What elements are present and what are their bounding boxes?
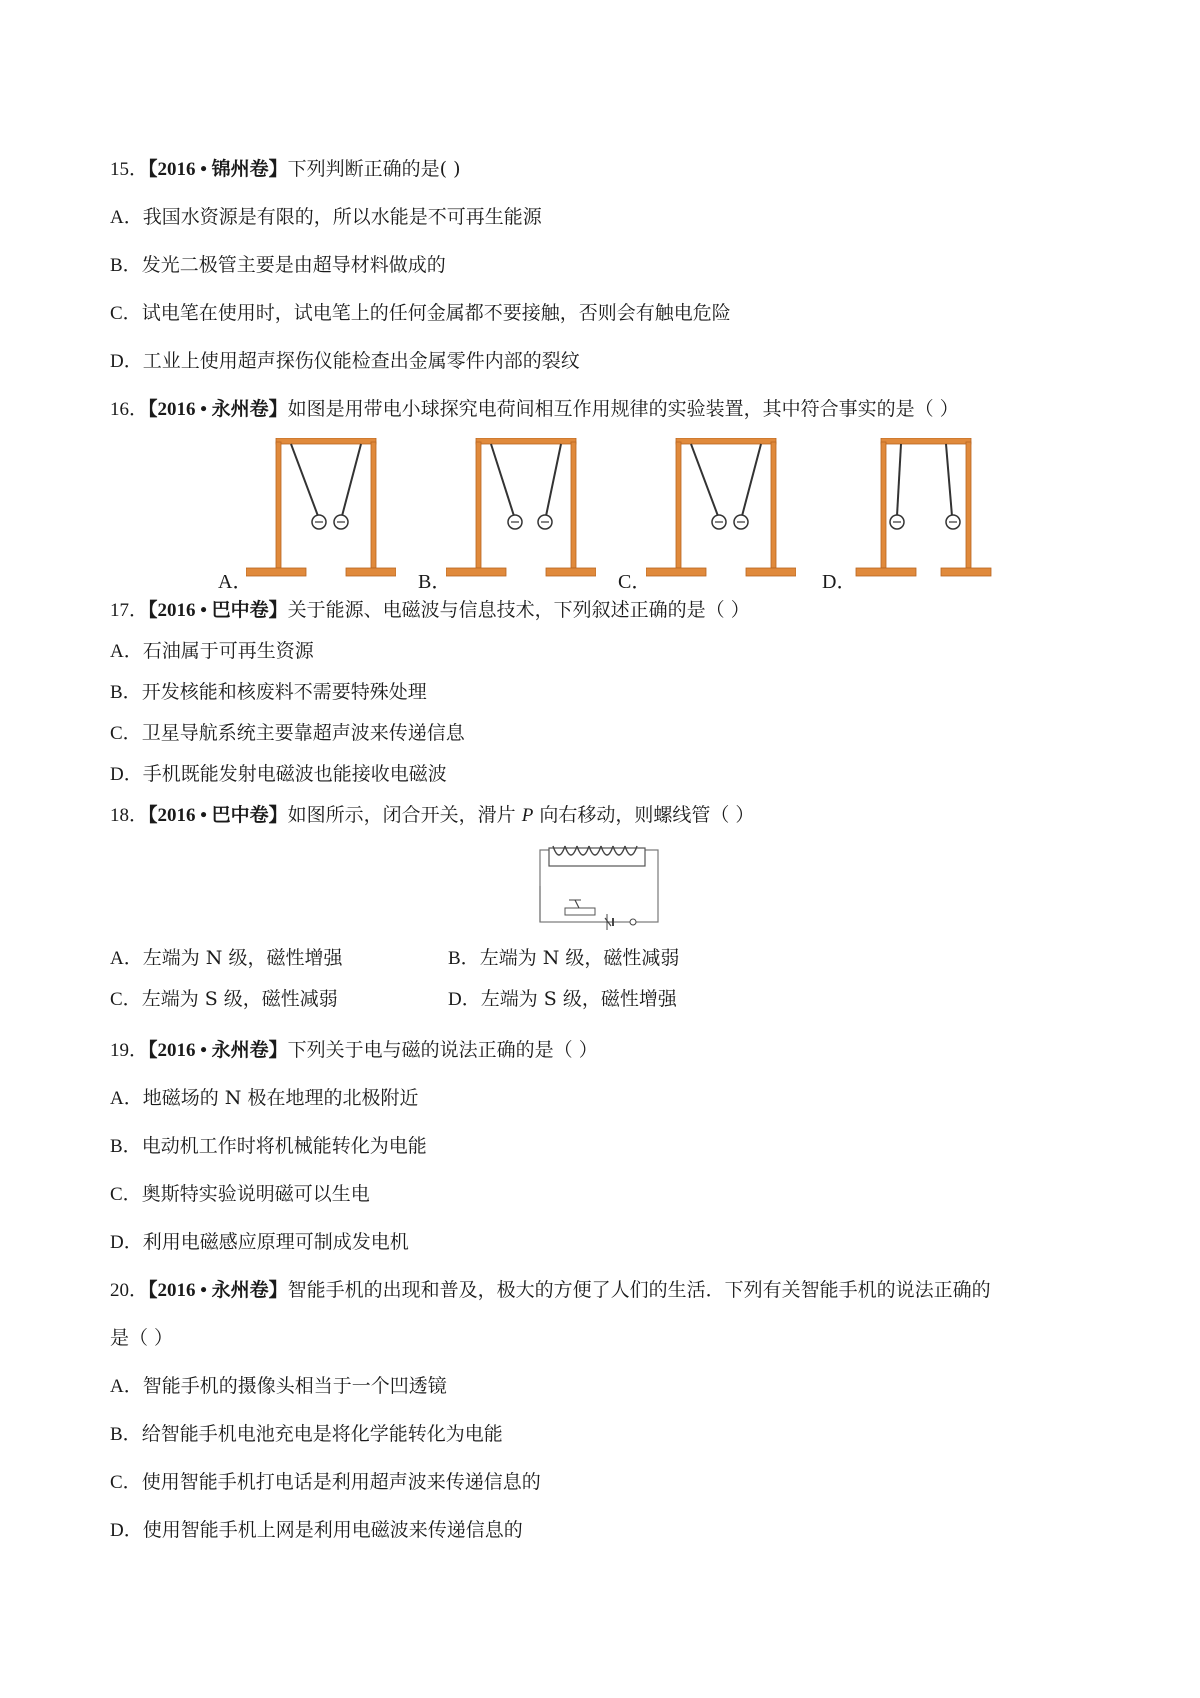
option-18c <box>110 986 338 1013</box>
option-letter: D． <box>448 989 481 1010</box>
option-text: 石油属于可再生资源 <box>142 640 314 662</box>
option-19b <box>110 1133 427 1160</box>
option-letter: C． <box>110 303 142 324</box>
option-text: 地磁场的 N 极在地理的北极附近 <box>142 1087 419 1109</box>
option-text: 奥斯特实验说明磁可以生电 <box>141 1183 370 1205</box>
figure-label-c: C． <box>618 571 652 593</box>
question-text: 如图是用带电小球探究电荷间相互作用规律的实验装置，其中符合事实的是（ ） <box>287 398 959 420</box>
option-text: 开发核能和核废料不需要特殊处理 <box>141 681 427 703</box>
source-tag: 【2016 • 永州卷】 <box>148 1040 288 1061</box>
option-letter: A． <box>110 1088 143 1109</box>
option-letter: C． <box>110 1472 142 1493</box>
option-letter: A． <box>110 641 143 662</box>
question-text: 下列关于电与磁的说法正确的是（ ） <box>287 1039 598 1061</box>
option-text: 左端为 N 级，磁性减弱 <box>479 947 680 969</box>
option-18a <box>110 945 342 972</box>
option-text: 手机既能发射电磁波也能接收电磁波 <box>142 763 447 785</box>
question-number: 19． <box>110 1040 149 1061</box>
option-letter: D． <box>110 764 143 785</box>
option-letter: B． <box>110 1136 142 1157</box>
option-letter: C． <box>110 723 142 744</box>
option-20d <box>110 1517 523 1544</box>
pendulum-figure-a <box>246 438 396 588</box>
option-letter: B． <box>448 948 480 969</box>
option-text: 使用智能手机打电话是利用超声波来传递信息的 <box>141 1471 541 1493</box>
variable-p: P <box>521 805 534 826</box>
option-19c <box>110 1181 370 1208</box>
pendulum-figure-c <box>646 438 796 588</box>
option-15d <box>110 348 580 375</box>
question-20-stem-cont: 是（ ） <box>110 1327 174 1349</box>
pendulum-figure-b <box>446 438 596 588</box>
option-20a <box>110 1373 447 1400</box>
question-20-stem <box>110 1277 991 1304</box>
pendulum-figure-d <box>846 438 996 588</box>
option-text: 使用智能手机上网是利用电磁波来传递信息的 <box>142 1519 523 1541</box>
option-text: 给智能手机电池充电是将化学能转化为电能 <box>141 1423 503 1445</box>
question-text: 如图所示，闭合开关，滑片 <box>287 804 522 826</box>
option-17a <box>110 638 314 665</box>
option-15b <box>110 252 446 279</box>
option-18b <box>448 945 679 972</box>
source-tag: 【2016 • 巴中卷】 <box>148 805 288 826</box>
source-tag: 【2016 • 锦州卷】 <box>148 159 288 180</box>
question-number: 17． <box>110 600 149 621</box>
question-16-stem <box>110 396 959 423</box>
option-15c <box>110 300 731 327</box>
option-17b <box>110 679 427 706</box>
option-letter: B． <box>110 682 142 703</box>
option-text: 利用电磁感应原理可制成发电机 <box>142 1231 409 1253</box>
source-tag: 【2016 • 巴中卷】 <box>148 600 288 621</box>
solenoid-circuit-figure <box>535 842 665 932</box>
question-text-cont: 向右移动，则螺线管（ ） <box>533 804 755 826</box>
option-letter: D． <box>110 1520 143 1541</box>
option-17c <box>110 720 465 747</box>
figure-label-a: A． <box>218 571 253 593</box>
question-text: 下列判断正确的是( ) <box>287 158 461 180</box>
option-text: 左端为 S 级，磁性增强 <box>480 988 677 1010</box>
question-text: 智能手机的出现和普及，极大的方便了人们的生活．下列有关智能手机的说法正确的 <box>287 1279 991 1301</box>
question-number: 15． <box>110 159 149 180</box>
option-text: 左端为 N 级，磁性增强 <box>142 947 343 969</box>
option-text: 试电笔在使用时，试电笔上的任何金属都不要接触，否则会有触电危险 <box>141 302 731 324</box>
option-15a <box>110 204 542 231</box>
option-text: 发光二极管主要是由超导材料做成的 <box>141 254 446 276</box>
option-letter: C． <box>110 989 142 1010</box>
option-18d <box>448 986 677 1013</box>
source-tag: 【2016 • 永州卷】 <box>148 1280 288 1301</box>
question-15-stem <box>110 156 461 183</box>
option-20c <box>110 1469 541 1496</box>
option-text: 智能手机的摄像头相当于一个凹透镜 <box>142 1375 447 1397</box>
option-17d <box>110 761 447 788</box>
option-text: 工业上使用超声探伤仪能检查出金属零件内部的裂纹 <box>142 350 580 372</box>
question-number: 16． <box>110 399 149 420</box>
option-text: 我国水资源是有限的，所以水能是不可再生能源 <box>142 206 542 228</box>
option-letter: D． <box>110 351 143 372</box>
option-19d <box>110 1229 409 1256</box>
figure-label-b: B． <box>418 571 452 593</box>
option-letter: A． <box>110 1376 143 1397</box>
option-text: 卫星导航系统主要靠超声波来传递信息 <box>141 722 465 744</box>
question-number: 20． <box>110 1280 149 1301</box>
question-18-stem <box>110 802 754 829</box>
question-number: 18． <box>110 805 149 826</box>
option-19a <box>110 1085 418 1112</box>
option-letter: A． <box>110 948 143 969</box>
question-text: 关于能源、电磁波与信息技术，下列叙述正确的是（ ） <box>287 599 750 621</box>
option-20b <box>110 1421 503 1448</box>
figure-label-d: D． <box>822 571 857 593</box>
option-letter: A． <box>110 207 143 228</box>
option-letter: B． <box>110 1424 142 1445</box>
option-letter: C． <box>110 1184 142 1205</box>
question-17-stem <box>110 597 750 624</box>
option-letter: D． <box>110 1232 143 1253</box>
source-tag: 【2016 • 永州卷】 <box>148 399 288 420</box>
option-letter: B． <box>110 255 142 276</box>
option-text: 左端为 S 级，磁性减弱 <box>141 988 338 1010</box>
option-text: 电动机工作时将机械能转化为电能 <box>141 1135 427 1157</box>
question-19-stem <box>110 1037 598 1064</box>
